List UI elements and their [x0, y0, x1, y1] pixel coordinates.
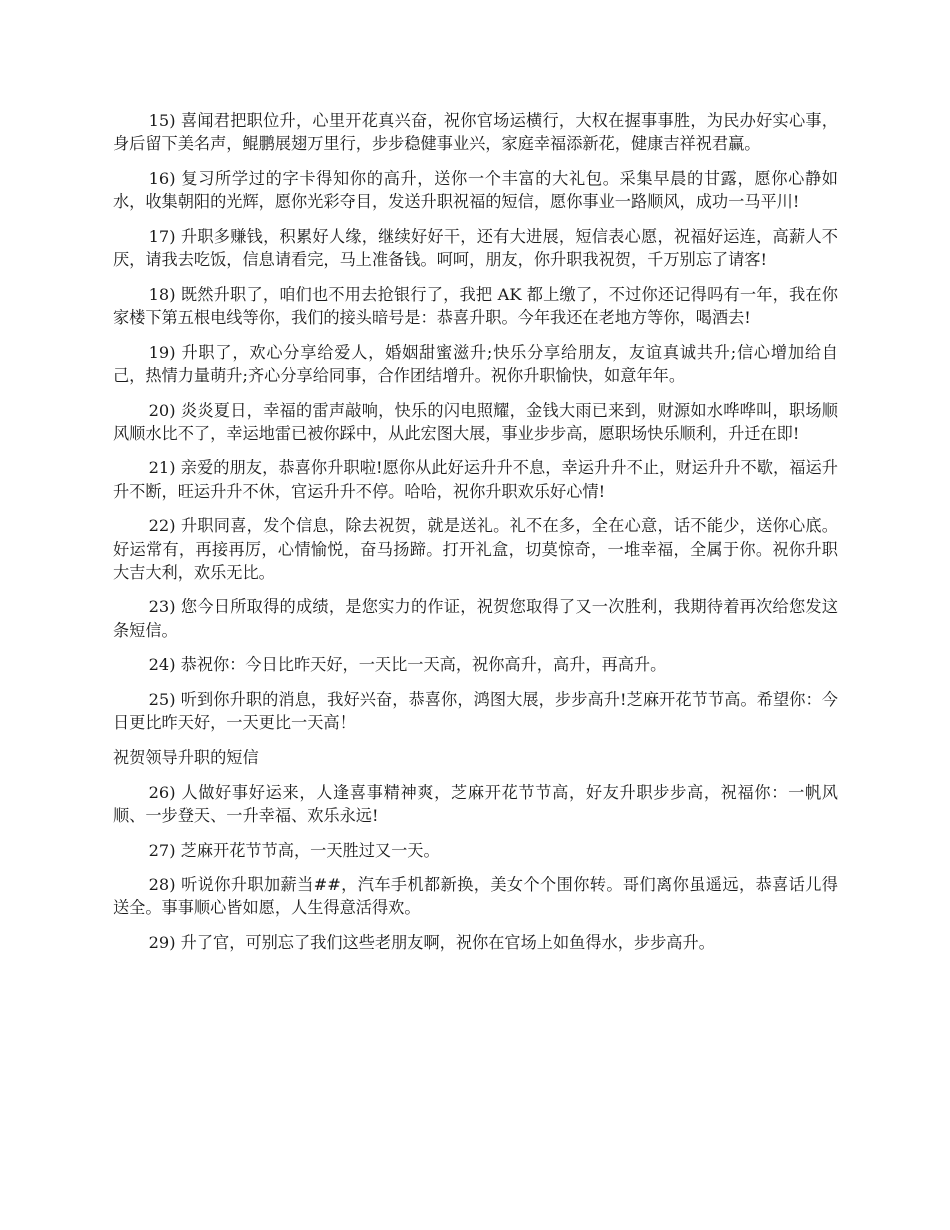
paragraph-21: 21) 亲爱的朋友，恭喜你升职啦!愿你从此好运升升不息，幸运升升不止，财运升升不歇，福运升升不断，旺运升升不休，官运升升不停。哈哈，祝你升职欢乐好心情!	[113, 458, 838, 501]
paragraph-16: 16) 复习所学过的字卡得知你的高升，送你一个丰富的大礼包。采集早晨的甘露，愿你心静如水，收集朝阳的光辉，愿你光彩夺目，发送升职祝福的短信，愿你事业一路顺风，成功一马平川!	[113, 168, 838, 212]
paragraph-15: 15) 喜闻君把职位升，心里开花真兴奋，祝你官场运横行，大权在握事事胜，为民办好实心事，身后留下美名声，鲲鹏展翅万里行，步步稳健事业兴，家庭幸福添新花，健康吉祥祝君赢。	[113, 111, 838, 154]
paragraph-22: 22) 升职同喜，发个信息，除去祝贺，就是送礼。礼不在多，全在心意，话不能少，送你心底。好运常有，再接再厉，心情愉悦，奋马扬蹄。打开礼盒，切莫惊奇，一堆幸福，全属于你。祝你升职大吉大利，欢乐无比。	[113, 516, 838, 582]
paragraph-26: 26) 人做好事好运来，人逢喜事精神爽，芝麻开花节节高，好友升职步步高，祝福你：一帆风顺、一步登天、一升幸福、欢乐永远!	[113, 782, 838, 825]
paragraph-19: 19) 升职了，欢心分享给爱人，婚姻甜蜜滋升;快乐分享给朋友，友谊真诚共升;信心增加给自己，热情力量萌升;齐心分享给同事，合作团结增升。祝你升职愉快，如意年年。	[113, 342, 838, 385]
paragraph-28: 28) 听说你升职加薪当##，汽车手机都新换，美女个个围你转。哥们离你虽遥远，恭喜话儿得送全。事事顺心皆如愿，人生得意活得欢。	[113, 875, 838, 918]
paragraph-18: 18) 既然升职了，咱们也不用去抢银行了，我把 AK 都上缴了，不过你还记得吗有一年，我在你家楼下第五根电线等你，我们的接头暗号是：恭喜升职。今年我还在老地方等你，喝酒去!	[113, 284, 838, 327]
paragraph-25: 25) 听到你升职的消息，我好兴奋，恭喜你，鸿图大展，步步高升!芝麻开花节节高。希望你：今日更比昨天好，一天更比一天高！	[113, 690, 838, 733]
paragraph-27: 27) 芝麻开花节节高，一天胜过又一天。	[148, 840, 440, 860]
section-heading: 祝贺领导升职的短信	[113, 747, 259, 767]
paragraph-29: 29) 升了官，可别忘了我们这些老朋友啊，祝你在官场上如鱼得水，步步高升。	[148, 933, 715, 953]
paragraph-17: 17) 升职多赚钱，积累好人缘，继续好好干，还有大进展，短信表心愿，祝福好运连，高薪人不厌，请我去吃饭，信息请看完，马上准备钱。呵呵，朋友，你升职我祝贺，千万别忘了请客!	[113, 226, 838, 270]
paragraph-23: 23) 您今日所取得的成绩，是您实力的作证，祝贺您取得了又一次胜利，我期待着再次给您发这条短信。	[113, 597, 838, 640]
paragraph-20: 20) 炎炎夏日，幸福的雷声敲响，快乐的闪电照耀，金钱大雨已来到，财源如水哗哗叫，职场顺风顺水比不了，幸运地雷已被你踩中，从此宏图大展，事业步步高，愿职场快乐顺利，升迁在即!	[113, 400, 838, 443]
paragraph-24: 24) 恭祝你：今日比昨天好，一天比一天高，祝你高升，高升，再高升。	[148, 655, 667, 675]
